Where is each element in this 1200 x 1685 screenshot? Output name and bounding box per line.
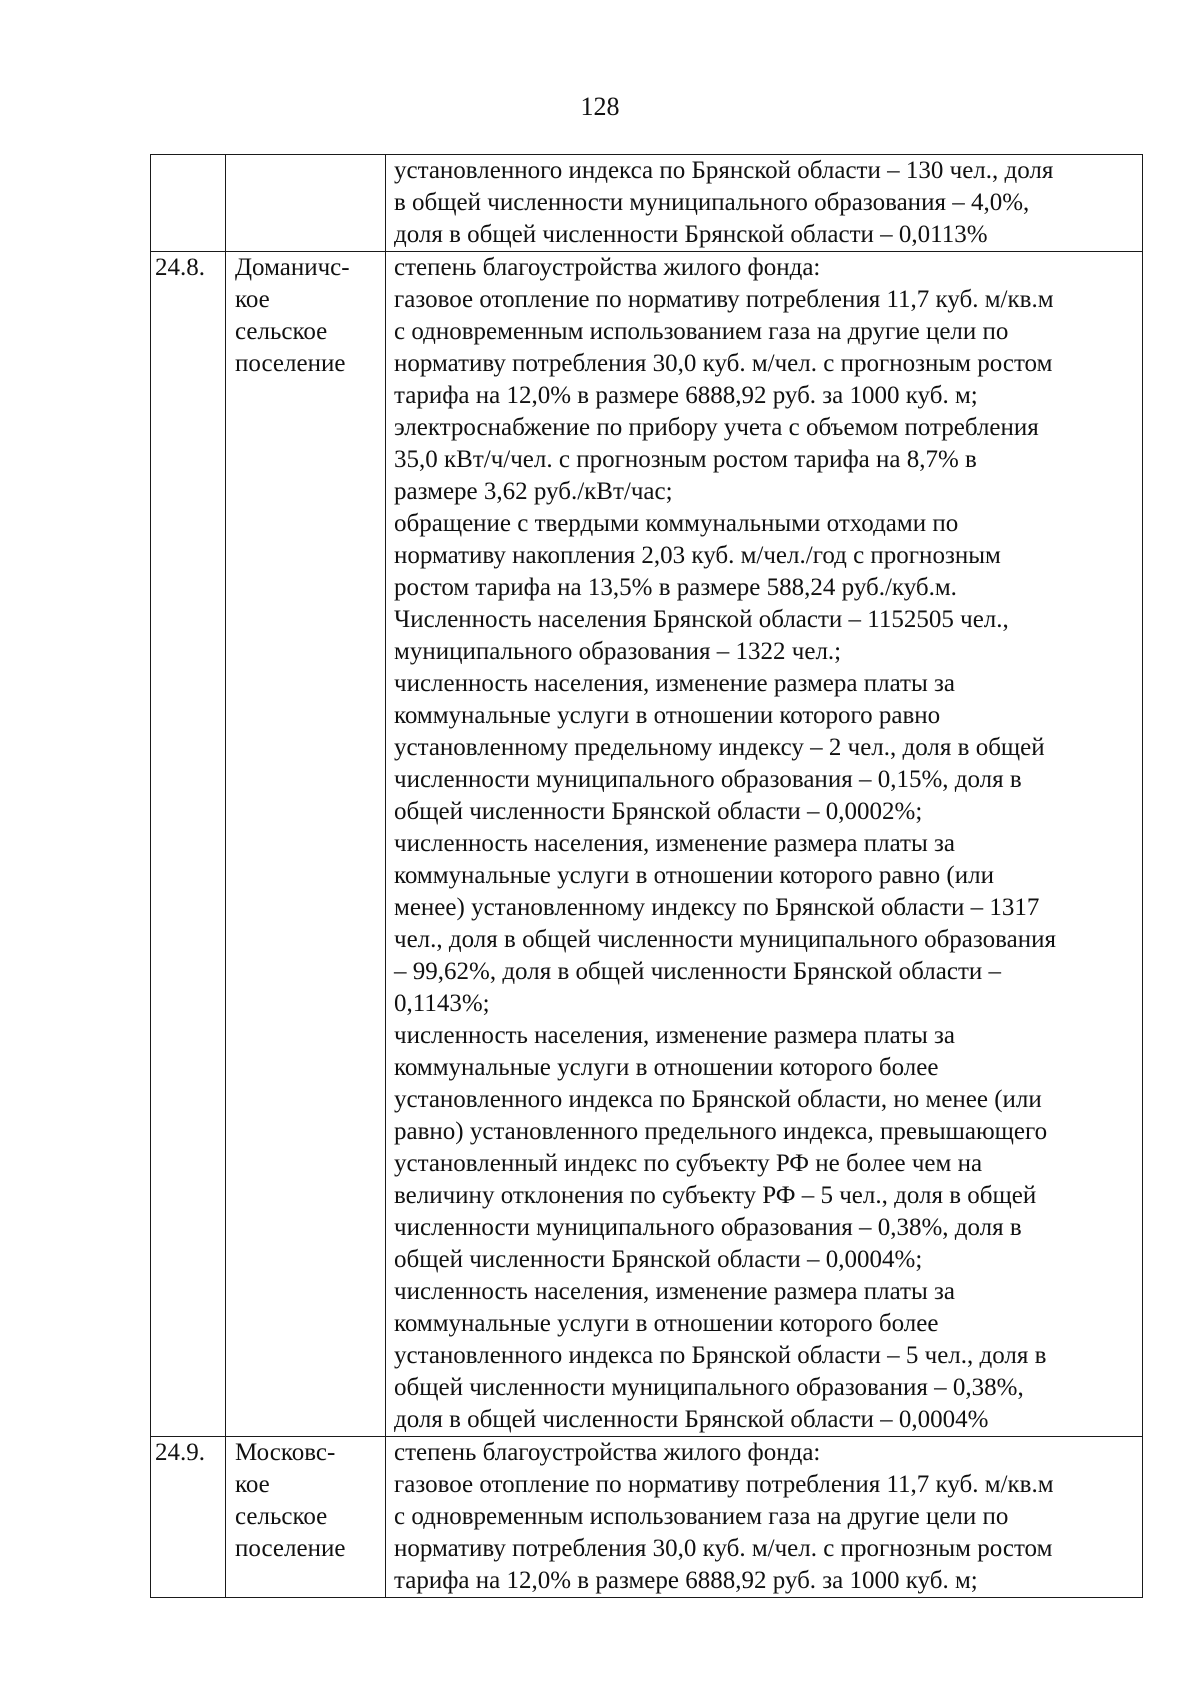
description-line: общей численности Брянской области – 0,0002%; [394, 798, 923, 825]
description-line: размере 3,62 руб./кВт/час; [394, 478, 673, 505]
description-line: общей численности Брянской области – 0,0004%; [394, 1246, 923, 1273]
description-line: с одновременным использованием газа на другие цели по [394, 1503, 1009, 1530]
description-line: установленный индекс по субъекту РФ не более чем на [394, 1150, 983, 1177]
settlement-name-cell [226, 1437, 386, 1598]
settlement-name-line: кое [235, 1471, 270, 1498]
description-line: численность населения, изменение размера платы за [394, 1022, 955, 1049]
description-line: численности муниципального образования – 0,15%, доля в [394, 766, 1022, 793]
description-cell [386, 155, 1143, 252]
description-line: коммунальные услуги в отношении которого более [394, 1054, 939, 1081]
description-line: чел., доля в общей численности муниципального образования [394, 926, 1056, 953]
table-body [151, 155, 1143, 1598]
description-line: установленного индекса по Брянской области, но менее (или [394, 1086, 1042, 1113]
settlement-name-cell [226, 155, 386, 252]
description-line: нормативу потребления 30,0 куб. м/чел. с прогнозным ростом [394, 1535, 1053, 1562]
description-line: нормативу потребления 30,0 куб. м/чел. с прогнозным ростом [394, 350, 1053, 377]
description-line: менее) установленному индексу по Брянской области – 1317 [394, 894, 1040, 921]
settlement-name-line: поселение [235, 350, 346, 377]
table-row [151, 252, 1143, 1437]
description-cell [386, 252, 1143, 1437]
description-line: доля в общей численности Брянской области – 0,0004% [394, 1406, 989, 1433]
description-line: с одновременным использованием газа на другие цели по [394, 318, 1009, 345]
description-line: доля в общей численности Брянской области – 0,0113% [394, 221, 988, 248]
description-line: тарифа на 12,0% в размере 6888,92 руб. за 1000 куб. м; [394, 382, 978, 409]
description-line: степень благоустройства жилого фонда: [394, 1439, 821, 1466]
row-number-cell [151, 252, 226, 1437]
row-number-cell [151, 155, 226, 252]
description-cell [386, 1437, 1143, 1598]
description-line: численность населения, изменение размера платы за [394, 1278, 955, 1305]
settlement-name-line: сельское [235, 1503, 328, 1530]
description-line: нормативу накопления 2,03 куб. м/чел./год с прогнозным [394, 542, 1001, 569]
table-row [151, 155, 1143, 252]
settlement-name-line: сельское [235, 318, 328, 345]
page-number: 128 [580, 92, 620, 121]
settlement-name-line: поселение [235, 1535, 346, 1562]
row-number: 24.9. [155, 1439, 205, 1466]
description-line: коммунальные услуги в отношении которого более [394, 1310, 939, 1337]
description-line: общей численности муниципального образования – 0,38%, [394, 1374, 1024, 1401]
description-line: – 99,62%, доля в общей численности Брянской области – [394, 958, 1001, 985]
description-line: равно) установленного предельного индекса, превышающего [394, 1118, 1048, 1145]
description-line: ростом тарифа на 13,5% в размере 588,24 руб./куб.м. [394, 574, 957, 601]
description-line: величину отклонения по субъекту РФ – 5 чел., доля в общей [394, 1182, 1037, 1209]
row-number-cell [151, 1437, 226, 1598]
settlement-name-cell [226, 252, 386, 1437]
description-line: муниципального образования – 1322 чел.; [394, 638, 842, 665]
description-line: коммунальные услуги в отношении которого равно [394, 702, 941, 729]
description-line: установленному предельному индексу – 2 чел., доля в общей [394, 734, 1045, 761]
description-line: установленного индекса по Брянской области – 5 чел., доля в [394, 1342, 1047, 1369]
settlement-table [150, 154, 1143, 1598]
description-line: коммунальные услуги в отношении которого равно (или [394, 862, 994, 889]
settlement-name-line: Московс- [235, 1439, 336, 1466]
description-line: Численность населения Брянской области – 1152505 чел., [394, 606, 1009, 633]
description-line: численность населения, изменение размера платы за [394, 830, 955, 857]
description-line: 35,0 кВт/ч/чел. с прогнозным ростом тарифа на 8,7% в [394, 446, 977, 473]
description-line: установленного индекса по Брянской области – 130 чел., доля [394, 157, 1054, 184]
description-line: газовое отопление по нормативу потребления 11,7 куб. м/кв.м [394, 1471, 1054, 1498]
description-line: обращение с твердыми коммунальными отходами по [394, 510, 959, 537]
description-line: степень благоустройства жилого фонда: [394, 254, 821, 281]
description-line: газовое отопление по нормативу потребления 11,7 куб. м/кв.м [394, 286, 1054, 313]
description-line: численности муниципального образования – 0,38%, доля в [394, 1214, 1022, 1241]
description-line: электроснабжение по прибору учета с объемом потребления [394, 414, 1039, 441]
description-line: в общей численности муниципального образования – 4,0%, [394, 189, 1030, 216]
row-number: 24.8. [155, 254, 205, 281]
settlement-name-line: кое [235, 286, 270, 313]
settlement-name-line: Доманичс- [235, 254, 350, 281]
description-line: численность населения, изменение размера платы за [394, 670, 955, 697]
table-row [151, 1437, 1143, 1598]
description-line: тарифа на 12,0% в размере 6888,92 руб. за 1000 куб. м; [394, 1567, 978, 1594]
description-line: 0,1143%; [394, 990, 490, 1017]
